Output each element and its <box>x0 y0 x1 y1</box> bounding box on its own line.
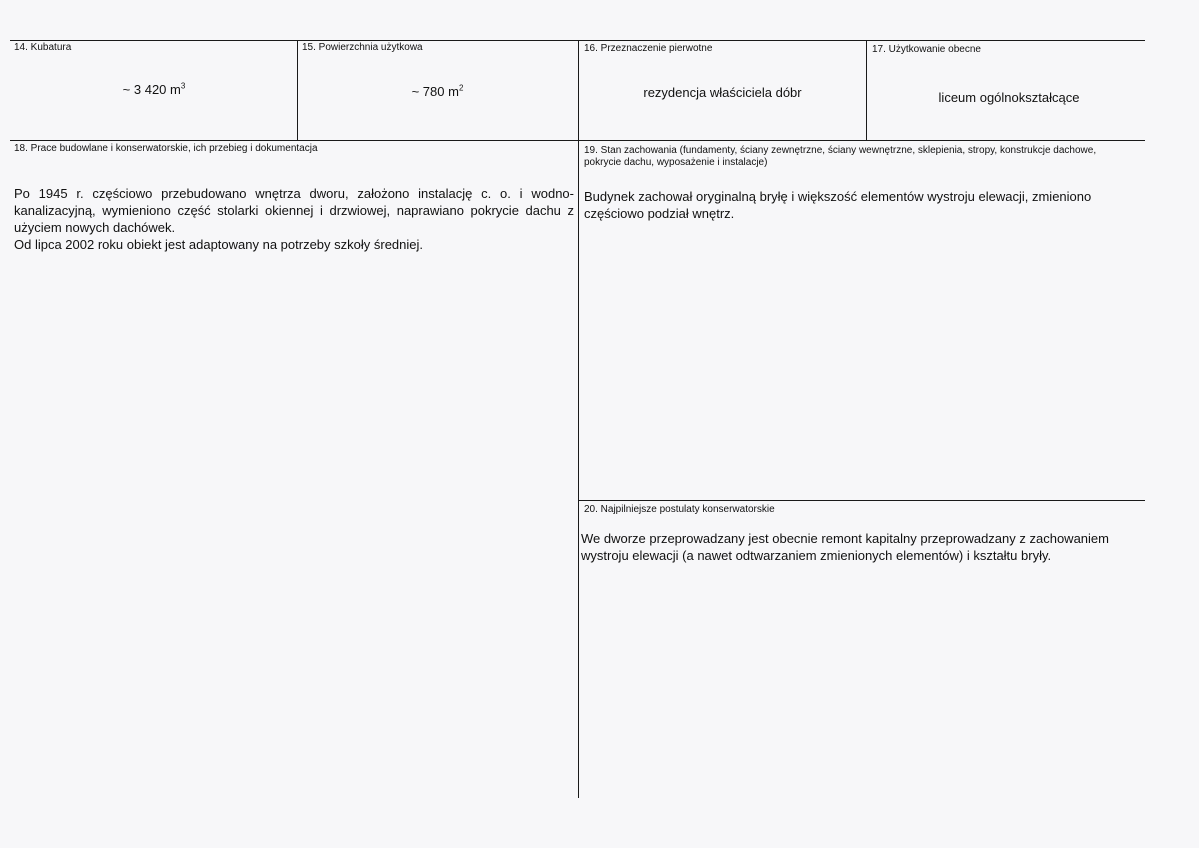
field-15-value <box>298 83 577 100</box>
field-15-value-sup: 2 <box>458 83 464 93</box>
field-18-paragraph-1: Po 1945 r. częściowo przebudowano wnętrza dworu, założono instalację c. o. i wodno-kanalizacyjną, wymieniono część stolarki okiennej i drzwiowej, naprawiano pokrycie dachu z użyciem nowych dachówek. <box>14 186 574 235</box>
field-20-label: 20. Najpilniejsze postulaty konserwatorskie <box>584 504 775 515</box>
field-14-label: 14. Kubatura <box>14 42 72 53</box>
field-20-divider <box>578 500 1145 501</box>
field-14-value-text: ~ 3 420 m <box>122 82 181 97</box>
field-16-value: rezydencja właściciela dóbr <box>643 85 802 100</box>
field-16-label: 16. Przeznaczenie pierwotne <box>584 43 713 54</box>
field-20-text: We dworze przeprowadzany jest obecnie remont kapitalny przeprowadzany z zachowaniem wystroju elewacji (a nawet odtwarzaniem zmienionych elementów) i kształtu bryły. <box>581 531 1109 563</box>
field-14-value <box>12 81 296 98</box>
field-14-value-sup: 3 <box>180 81 186 91</box>
field-18-label: 18. Prace budowlane i konserwatorskie, ich przebieg i dokumentacja <box>14 143 318 154</box>
field-18-paragraph-2: Od lipca 2002 roku obiekt jest adaptowany na potrzeby szkoły średniej. <box>14 237 424 252</box>
field-17-value: liceum ogólnokształcące <box>938 90 1080 105</box>
field-18-text <box>14 185 574 253</box>
field-19-text: Budynek zachował oryginalną bryłę i większość elementów wystroju elewacji, zmieniono częściowo podział wnętrz. <box>584 189 1092 221</box>
field-17-label: 17. Użytkowanie obecne <box>872 44 981 55</box>
field-19-label: 19. Stan zachowania (fundamenty, ściany zewnętrzne, ściany wewnętrzne, sklepienia, stropy, konstrukcje dachowe, pokrycie dachu, wyposażenie i instalacje) <box>584 145 1097 168</box>
divider-16-17 <box>866 40 867 140</box>
field-15-label: 15. Powierzchnia użytkowa <box>302 42 423 53</box>
divider-15-16 <box>578 40 579 798</box>
field-15-value-text: ~ 780 m <box>411 84 459 99</box>
